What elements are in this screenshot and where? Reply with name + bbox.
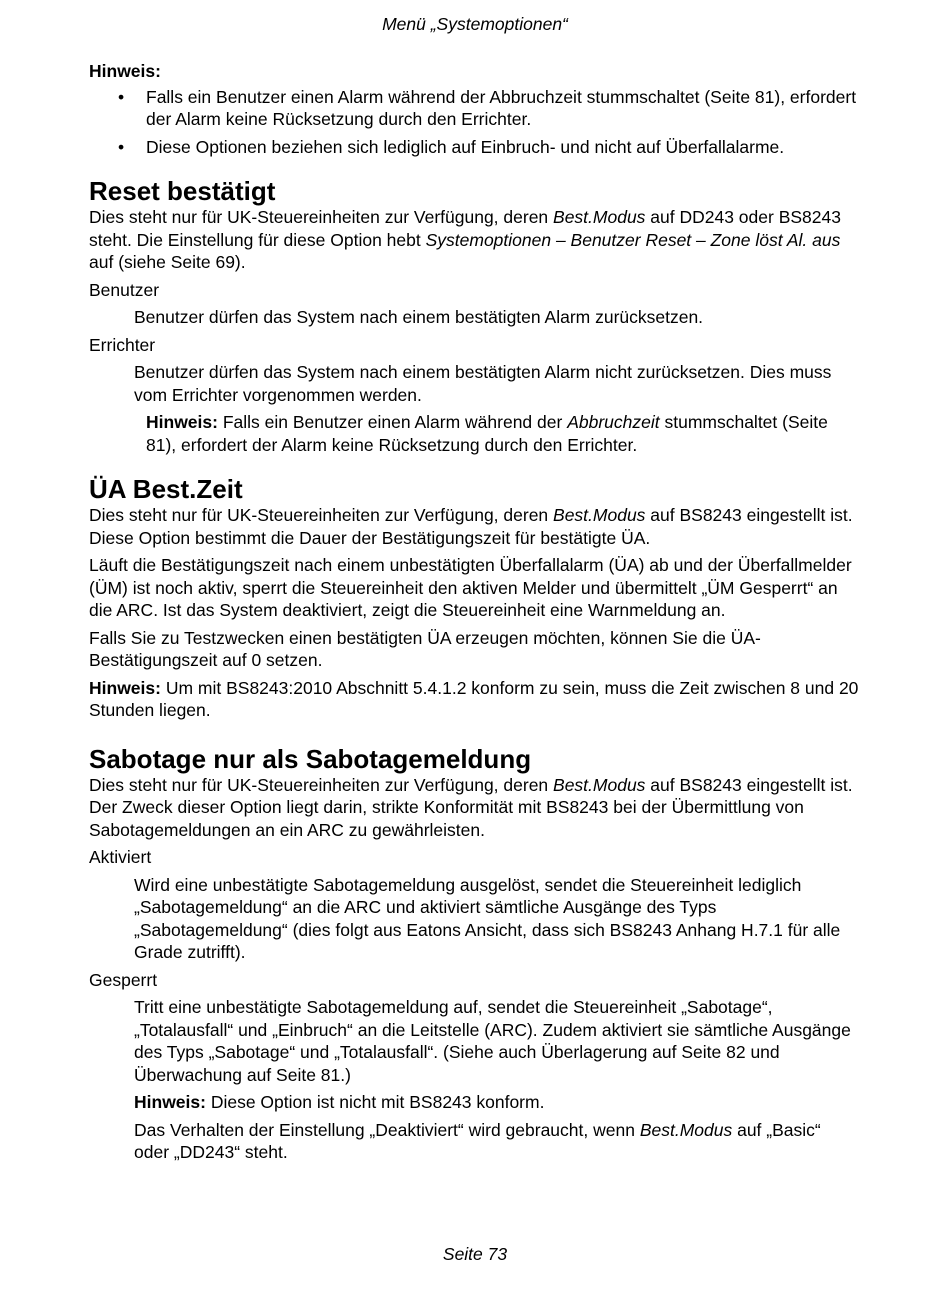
ua-note: Hinweis: Um mit BS8243:2010 Abschnitt 5.4.1.2 konform zu sein, muss die Zeit zwischen 8 und 20 Stunden liegen. xyxy=(89,677,859,720)
page-number: Seite 73 xyxy=(442,1244,508,1264)
list-item: • Falls ein Benutzer einen Alarm während der Abbruchzeit stummschaltet (Seite 81), erfordert der Alarm keine Rücksetzung durch den Errichter. xyxy=(146,86,859,131)
option-term-gesperrt: Gesperrt xyxy=(89,969,158,990)
reset-note: Hinweis: Falls ein Benutzer einen Alarm während der Abbruchzeit stummschaltet (Seite 81), erfordert der Alarm keine Rücksetzung durch den Errichter. xyxy=(146,412,828,455)
list-item: • Diese Optionen beziehen sich lediglich auf Einbruch- und nicht auf Überfallalarme. xyxy=(146,136,859,159)
option-description-aktiviert: Wird eine unbestätigte Sabotagemeldung ausgelöst, sendet die Steuereinheit lediglich „Sabotagemeldung“ an die ARC und aktiviert sämtliche Ausgänge des Typs „Sabotagemeldung“ (dies folgt aus Eatons Ansicht, dass sich BS8243 Anhang H.7.1 für alle Grade zutrifft). xyxy=(134,874,841,962)
page-content xyxy=(89,60,859,1169)
option-term-benutzer: Benutzer xyxy=(89,279,160,300)
section-title-ua-best-zeit: ÜA Best.Zeit xyxy=(89,474,243,504)
ua-paragraph-2: Läuft die Bestätigungszeit nach einem unbestätigten Überfallalarm (ÜA) ab und der Überfallmelder (ÜM) ist noch aktiv, sperrt die Steuereinheit den aktiven Melder und übermittelt „ÜM Gesperrt“ an die ARC. Ist das System deaktiviert, zeigt die Steuereinheit eine Warnmeldung an. xyxy=(89,555,852,620)
option-term-errichter: Errichter xyxy=(89,334,156,355)
reset-paragraph: Dies steht nur für UK-Steuereinheiten zur Verfügung, deren Best.Modus auf DD243 oder BS8243 steht. Die Einstellung für diese Option hebt Systemoptionen – Benutzer Reset – Zone löst Al. aus auf (siehe Seite 69). xyxy=(89,207,841,272)
sabotage-note: Hinweis: Diese Option ist nicht mit BS8243 konform. xyxy=(134,1092,545,1112)
option-description-gesperrt: Tritt eine unbestätigte Sabotagemeldung auf, sendet die Steuereinheit „Sabotage“, „Totalausfall“ und „Einbruch“ an die Leitstelle (ARC). Zudem aktiviert sie sämtliche Ausgänge des Typs „Sabotage“ und „Totalausfall“. (Siehe auch Überlagerung auf Seite 82 und Überwachung auf Seite 81.) xyxy=(134,997,851,1085)
running-header: Menü „Systemoptionen“ xyxy=(382,14,568,34)
intro-note-label: Hinweis: xyxy=(89,61,161,81)
option-term-aktiviert: Aktiviert xyxy=(89,847,152,867)
sabotage-paragraph: Dies steht nur für UK-Steuereinheiten zur Verfügung, deren Best.Modus auf BS8243 eingestellt ist. Der Zweck dieser Option liegt darin, strikte Konformität mit BS8243 bei der Übermittlung von Sabotagemeldungen an ein ARC zu gewährleisten. xyxy=(89,774,853,840)
section-title-reset: Reset bestätigt xyxy=(89,176,276,206)
sabotage-closing-paragraph: Das Verhalten der Einstellung „Deaktiviert“ wird gebraucht, wenn Best.Modus auf „Basic“ oder „DD243“ steht. xyxy=(134,1119,821,1162)
ua-paragraph-3: Falls Sie zu Testzwecken einen bestätigten ÜA erzeugen möchten, können Sie die ÜA-Bestätigungszeit auf 0 setzen. xyxy=(89,627,761,670)
option-description-errichter: Benutzer dürfen das System nach einem bestätigten Alarm nicht zurücksetzen. Dies muss vom Errichter vorgenommen werden. xyxy=(134,362,832,405)
section-title-sabotage: Sabotage nur als Sabotagemeldung xyxy=(89,743,532,774)
intro-note-list xyxy=(89,86,859,159)
option-description-benutzer: Benutzer dürfen das System nach einem bestätigten Alarm zurücksetzen. xyxy=(134,307,704,327)
ua-paragraph-1: Dies steht nur für UK-Steuereinheiten zur Verfügung, deren Best.Modus auf BS8243 eingestellt ist. Diese Option bestimmt die Dauer der Bestätigungszeit für bestätigte ÜA. xyxy=(89,505,853,548)
